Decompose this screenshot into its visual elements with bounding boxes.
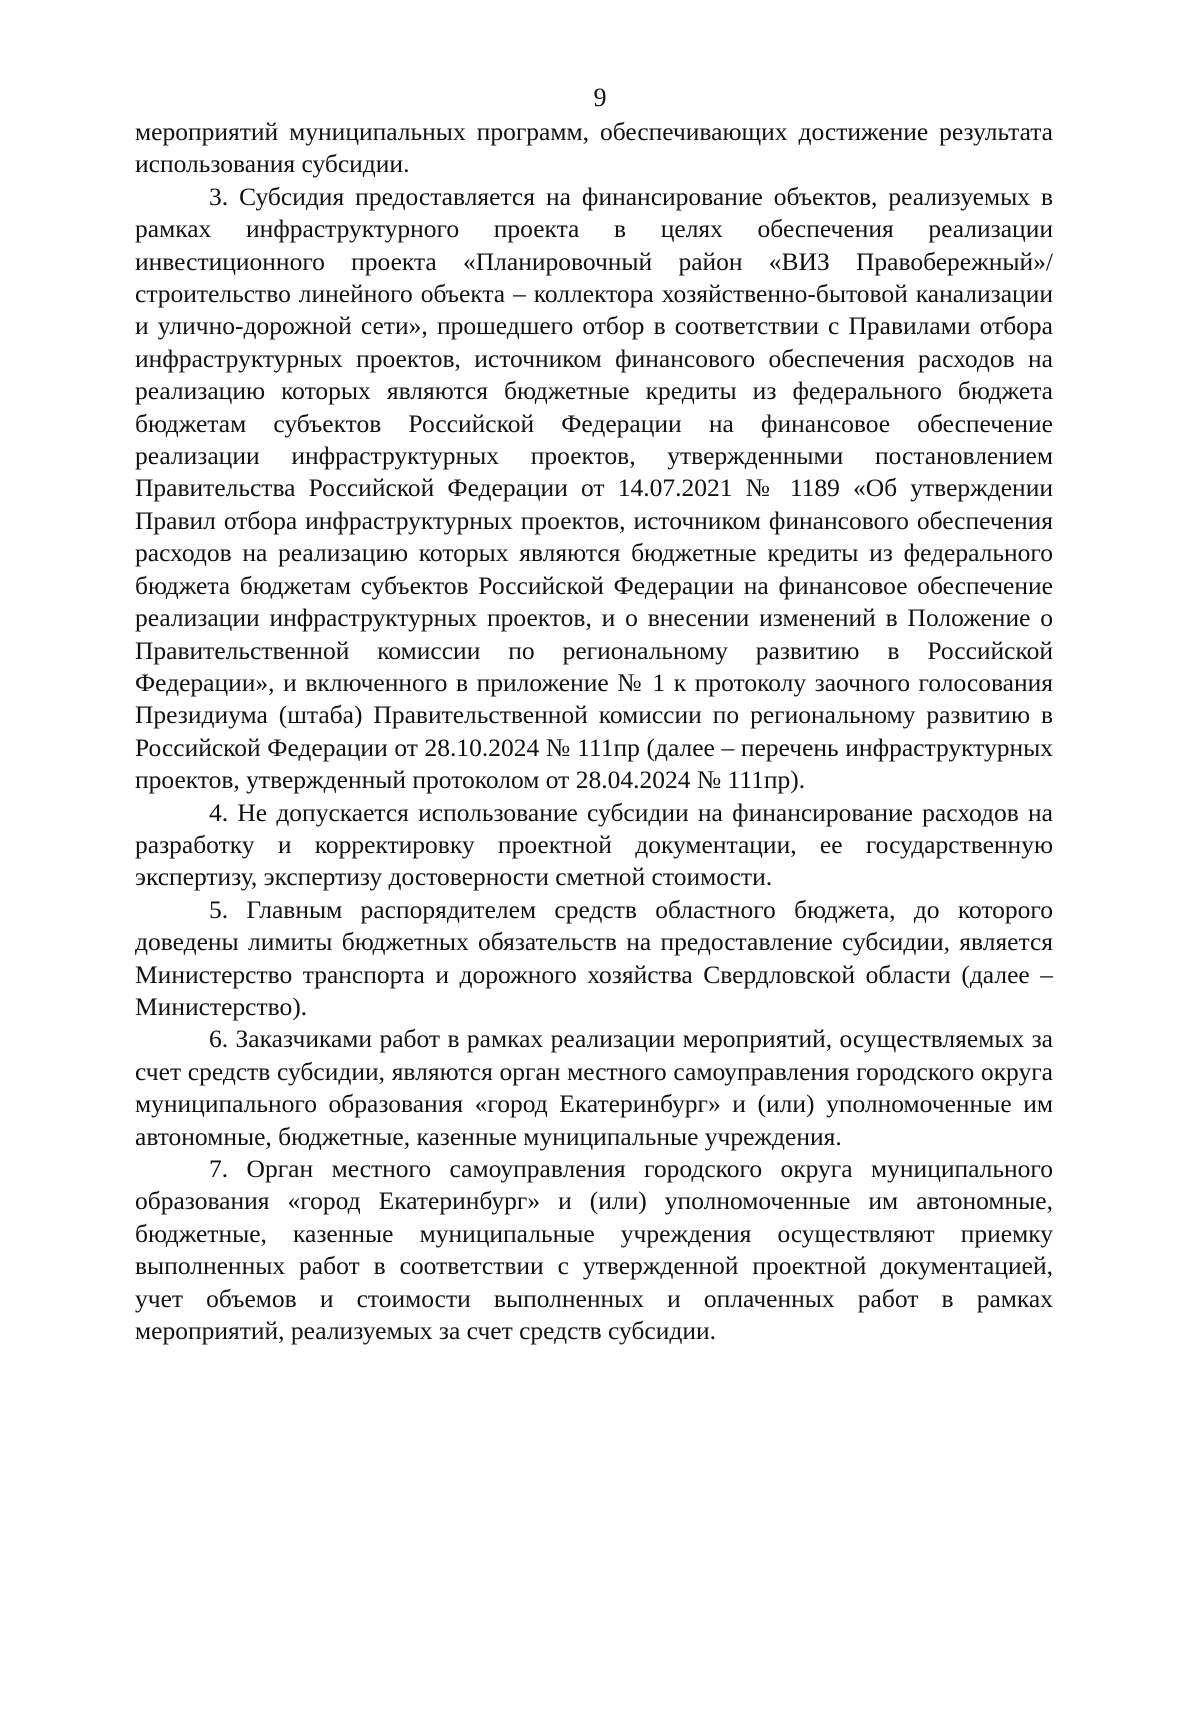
paragraph-3: 3. Субсидия предоставляется на финансирование объектов, реализуемых в рамках инфраструктурного проекта в целях обеспечения реализации инвестиционного проекта «Планировочный район «ВИЗ Правобережный»/ строительство линейного объекта – коллектора хозяйственно-бытовой канализации и улично-дорожной сети», прошедшего отбор в соответствии с Правилами отбора инфраструктурных проектов, источником финансового обеспечения расходов на реализацию которых являются бюджетные кредиты из федерального бюджета бюджетам субъектов Российской Федерации на финансовое обеспечение реализации инфраструктурных проектов, утвержденными постановлением Правительства Российской Федерации от 14.07.2021 № 1189 «Об утверждении Правил отбора инфраструктурных проектов, источником финансового обеспечения расходов на реализацию которых являются бюджетные кредиты из федерального бюджета бюджетам субъектов Российской Федерации на финансовое обеспечение реализации инфраструктурных проектов, и о внесении изменений в Положение о Правительственной комиссии по региональному развитию в Российской Федерации», и включенного в приложение № 1 к протоколу заочного голосования Президиума (штаба) Правительственной комиссии по региональному развитию в Российской Федерации от 28.10.2024 № 111пр (далее – перечень инфраструктурных проектов, утвержденный протоколом от 28.04.2024 № 111пр). [135,181,1053,795]
paragraph-4: 4. Не допускается использование субсидии на финансирование расходов на разработку и корректировку проектной документации, ее государственную экспертизу, экспертизу достоверности сметной стоимости. [135,797,1053,892]
page-number: 9 [593,83,607,112]
paragraph-5: 5. Главным распорядителем средств областного бюджета, до которого доведены лимиты бюджетных обязательств на предоставление субсидии, является Министерство транспорта и дорожного хозяйства Свердловской области (далее – Министерство). [135,894,1053,1021]
document-body [135,116,1053,1347]
paragraph-7: 7. Орган местного самоуправления городского округа муниципального образования «город Екатеринбург» и (или) уполномоченные им автономные, бюджетные, казенные муниципальные учреждения осуществляют приемку выполненных работ в соответствии с утвержденной проектной документацией, учет объемов и стоимости выполненных и оплаченных работ в рамках мероприятий, реализуемых за счет средств субсидии. [135,1154,1053,1346]
paragraph-continuation: мероприятий муниципальных программ, обеспечивающих достижение результата использования субсидии. [135,117,1053,179]
paragraph-6: 6. Заказчиками работ в рамках реализации мероприятий, осуществляемых за счет средств субсидии, являются орган местного самоуправления городского округа муниципального образования «город Екатеринбург» и (или) уполномоченные им автономные, бюджетные, казенные муниципальные учреждения. [135,1024,1053,1151]
